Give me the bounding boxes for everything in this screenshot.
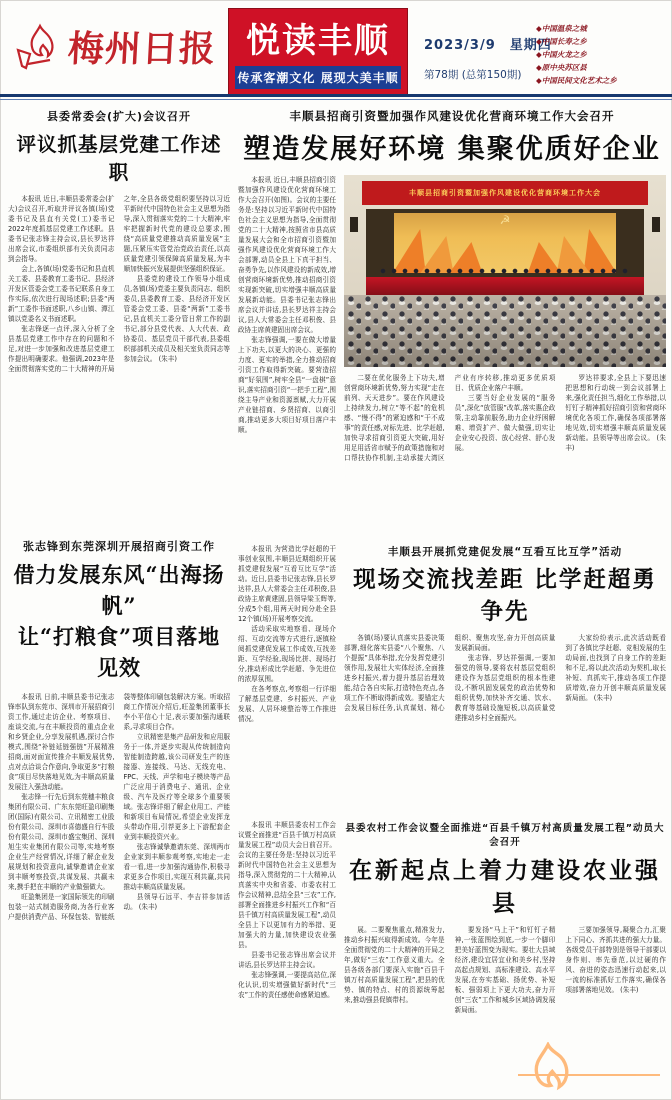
article3-headline-line2: 让“打粮食”项目落地见效	[17, 624, 221, 680]
edition-title: 悦读丰顺	[246, 21, 390, 61]
publication-date: 2023/3/9 星期四	[424, 38, 552, 53]
date-block	[424, 34, 552, 82]
article3-body: 本报讯 日前,丰顺县委书记张志锋率队到东莞市、深圳市开展招商引资工作,通过走访企业、考察项目、座谈交流,与在丰顺投资的重点企业和乡贤企业,分享发展机遇,探讨合作模式,围绕“补链延链强链”开展精准招商,面对面宣传推介丰顺发展优势,点对点洽谈合作意向,争取更多“打粮食”项目尽快落地见效,为丰顺高质量发展注入强劲动能。 张志锋一行先后到东莞穗丰粮食集团有限公司、广东东莞旺盈印刷集团(国际)有限公司、立讯精密工业股份有限公司、深圳市喜德盛自行车股份有限公司、深圳市盛宝集团、深圳旭生实业集团有限公司等,实地考察企业生产经营情况,详细了解企业发展规划和投资意向,诚挚邀请企业家到丰顺考察投资,共谋发展、共赢未来,携手把在丰顺的产业做强做大。 旺盈集团是一家国际领先的印刷包装一站式制造服务商,为各行业客户提供消费产品、环保包装、智能纸袋等整体印刷包装解决方案。听取招商工作情况介绍后,旺盈集团董事长李小平信心十足,表示要加强沟通联系,寻求项目合作。 立讯精密是集产品研发和应用服务于一体,并逐步实现从传统制造向智能制造跨越,该公司研发生产的连接器、连接线、马达、无线充电、FPC、天线、声学和电子模块等产品广泛应用于消费电子、通讯、企业级、汽车及医疗等全球多个重要领域。张志锋详细了解企业用工、产能和新项目布局情况,希望企业发挥龙头带动作用,引荐更多上下游配套企业到丰顺投资兴业。 张志锋诚挚邀请东莞、深圳两市企业家到丰顺参观考察,实地走一走看一看,进一步加强沟通协作,积极寻求更多合作项目,实现互利共赢,共同推动丰顺高质量发展。 县领导石远平、李吉祥参加活动。 (朱丰)	[8, 693, 230, 921]
article4-body-bottom: 各镇(场)要认真落实县委决策部署,细化落实县委“八个聚焦、八个提振”具体举措,充分发挥党建引领作用,发展壮大实体经济,全面推进乡村振兴,着力提升基层治理效能,结合各自实际,打造特色亮点,各项工作不断取得新成效。要锚定大会发展目标任务,认真谋划、精心组织、聚焦攻坚,奋力开创高质量发展新局面。 张志锋、罗达祥强调,一要加强党的领导,要将农村基层党组织建设作为基层党组织的根本性建设,不断巩固发展党的政治优势和组织优势,加快补齐交通、饮水、教育等基础设施短板,以高质量党建推动乡村全面振兴。 大家纷纷表示,此次活动既看到了各镇比学赶超、竞相发展的生动局面,也找到了自身工作的差距和不足,将以此次活动为契机,取长补短、真抓实干,推动各项工作提质增效,奋力开创丰顺高质量发展新局面。 (朱丰)	[344, 634, 666, 722]
masthead-logo	[16, 20, 216, 72]
conference-photo	[344, 175, 666, 367]
article1-headline: 评议抓基层党建工作述职	[16, 133, 222, 184]
article-rural-work-conference	[238, 820, 666, 1100]
photo-speaker-left	[350, 217, 358, 232]
flame-book-logo-icon	[16, 20, 62, 72]
article5-headline: 在新起点上着力建设农业强县	[349, 857, 661, 917]
article2-body-bottom: 二要在优化服务上下功夫,增创营商环境新优势,努力实现“走在前列、天天进步”。要在作风建设上持续发力,树立“等不起”的危机感、“慢不得”的紧迫感和“干不成事”的责任感,对标先进、比学赶超,加快寻求招商引资更大突破,用好用足用活省市赋予的政策措施和对口帮扶协作机制,主动承接大湾区产业有序转移,推动更多优质项目、优质企业落户丰顺。 三要当好企业发展的“服务员”,深化“放管服”改革,落实惠企政策,主动靠前服务,助力企业纾困解难、增资扩产、做大做强,切实让企业安心投资、放心经营、舒心发展。 罗达祥要求,全县上下要迅速把思想和行动统一到会议部署上来,强化责任担当,细化工作举措,以钉钉子精神抓好招商引资和营商环境优化各项工作,确保各项部署落地见效,切实增强丰顺高质量发展新动能。县领导等出席会议。 (朱丰)	[344, 374, 666, 462]
article4-body-left: 本报讯 为营造比学赶超的干事创业氛围,丰顺县近期组织开展抓党建促发展“互看互比互学”活动。近日,县委书记张志锋,县长罗达祥,县人大常委会主任邓积俊,县政协主席黄建固,县领导梁玉辉等,分成5个组,用两天时间分赴全县12个镇(场)开展考察交流。 活动采取实地察看、现场介绍、互动交流等方式进行,逐镇检阅抓党建促发展工作成效,互找差距、互学经验,现场比拼、现场打分,推动形成比学赶超、争先进位的浓厚氛围。 在各考察点,考察组一行详细了解基层党建、乡村振兴、产业发展、人居环境整治等工作推进情况。	[238, 545, 336, 723]
party-emblem-icon: ☭	[499, 213, 511, 227]
article5-kicker: 县委农村工作会议暨全面推进“百县千镇万村高质量发展工程”动员大会召开	[345, 823, 665, 848]
article-dongguan-shenzhen-trip	[8, 538, 230, 1100]
photo-backdrop	[394, 213, 616, 273]
paper-name: 梅州日报	[66, 27, 217, 70]
article3-headline	[8, 559, 230, 683]
article4-headline: 现场交流找差距 比学赶超勇争先	[353, 567, 657, 625]
article3-kicker: 张志锋到东莞深圳开展招商引资工作	[23, 540, 215, 553]
article2-headline: 塑造发展好环境 集聚优质好企业	[243, 134, 661, 165]
honor-titles-list: ◆中国温泉之城 ◆中国长寿之乡 ◆中国火龙之乡 ◆原中央苏区县 ◆中国民间文化艺术之乡	[536, 24, 617, 85]
article5-body-bottom: 展。二要聚焦重点,精准发力,推动乡村振兴取得新成效。今年是全面贯彻党的二十大精神的开局之年,做好“三农”工作意义重大。全县各级各部门要深入实施“百县千镇万村高质量发展工程”,把县的优势、镇的特点、村的资源统筹起来,推动强县促镇带村。 要发扬“马上干”和钉钉子精神,一张蓝图绘到底,一步一个脚印把美好蓝图变为现实。要壮大县域经济,建设宜居宜业和美乡村,坚持高起点规划、高标准建设、高水平发展,在夯实基础、扬优势、补短板、强弱项上下更大功夫,奋力开创“三农”工作和城乡区域协调发展新局面。 三要加强领导,凝聚合力,汇聚上下同心、齐抓共进的强大力量。各级党员干部特别是领导干部要以身作则、率先垂范,以过硬的作风、奋进的姿态迅速行动起来,以一流的标准抓好工作落实,确保各项部署落地见效。 (朱丰)	[344, 926, 666, 1014]
photo-banner-text: 丰顺县招商引资暨加强作风建设优化营商环境工作大会	[362, 181, 648, 205]
article1-body: 本报讯 近日,丰顺县委常委会(扩大)会议召开,听取并评议各镇(场)党委书记及县直有关党(工)委书记2022年度抓基层党建工作述职。县委书记张志锋主持会议,县长罗达祥出席会议,市委组织部有关负责同志到会指导。 会上,各镇(场)党委书记和县直机关工委、县委教育工委书记、县经济开发区管委会党工委书记联系自身工作实际,依次进行现场述职;县委“两新”工委作书面述职,八乡山镇、潭江镇以党委名义书面述职。 张志锋逐一点评,深入分析了全县基层党建工作中存在的问题和不足,对进一步加强和改进基层党建工作提出明确要求。他强调,2023年是全面贯彻落实党的二十大精神的开局之年,全县各级党组织要坚持以习近平新时代中国特色社会主义思想为指导,深入贯彻落实党的二十大精神,牢牢把握新时代党的建设总要求,围绕“高质量党建推动高质量发展”主题,压紧压实管党治党政治责任,以高质量党建引领保障高质量发展,为丰顺加快振兴发展提供坚强组织保证。 县委党的建设工作领导小组成员,各镇(场)党委主要负责同志、组织委员,县委教育工委、县经济开发区管委会党工委、县委“两新”工委书记,县直机关工委分管日常工作的副书记,部分县党代表、人大代表、政协委员、基层党员干部代表,县委组织部部机关成员及相关室负责同志等参加会议。 (朱丰)	[8, 195, 230, 373]
photo-speaker-right	[652, 217, 660, 232]
article1-kicker: 县委常委会(扩大)会议召开	[46, 110, 192, 123]
photo-stage-apron	[366, 277, 644, 297]
article-party-building-review	[8, 108, 230, 560]
edition-banner	[228, 8, 408, 96]
article2-body-left: 本报讯 近日,丰顺县招商引资暨加强作风建设优化营商环境工作大会召开(如图)。会议的主要任务是:坚持以习近平新时代中国特色社会主义思想为指导,全面贯彻党的二十大精神,按照省市县高质量发展大会和全市招商引资暨加强作风建设优化营商环境工作大会部署,动员全县上下真干担当、奋勇争先,以作风建设的新成效,增创营商环境新优势,推动招商引资实现新突破,切实增强丰顺高质量发展新动能。县委书记张志锋出席会议并讲话,县长罗达祥主持会议,县人大常委会主任邓积俊、县政协主席黄建固出席会议。 张志锋强调,一要在做大增量上下功夫,以更大的决心、更强的力度、更实的举措,全力推动招商引资工作取得新突破。要营造招商“好氛围”,树牢全县“一盘棋”意识,落实招商引资“一把手工程”,围绕主导产业和资源禀赋,大力开展产业链招商、乡贤招商、以商引商,推动更多大项目好项目落户丰顺。	[238, 176, 336, 434]
edition-subtitle: 传承客潮文化 展现大美丰顺	[235, 66, 401, 89]
article-investment-conference	[238, 108, 666, 541]
masthead-rule-thin	[0, 99, 672, 100]
masthead-rule	[0, 94, 672, 97]
article5-body-left: 本报讯 丰顺县委农村工作会议暨全面推进“百县千镇万村高质量发展工程”动员大会日前召开。会议的主要任务是:坚持以习近平新时代中国特色社会主义思想为指导,深入贯彻党的二十大精神,认真落实中央和省委、市委农村工作会议精神,总结全县“三农”工作,部署全面推进乡村振兴工作和“百县千镇万村高质量发展工程”,动员全县上下以更加有力的举措、更加强大的力量,加快建设农业强县。 县委书记张志锋出席会议并讲话,县长罗达祥主持会议。 张志锋强调,一要提高站位,深化认识,切实增强做好新时代“三农”工作的责任感使命感紧迫感。	[238, 821, 336, 999]
article4-kicker: 丰顺县开展抓党建促发展“互看互比互学”活动	[387, 546, 623, 558]
photo-audience	[344, 295, 666, 367]
article3-headline-line1: 借力发展东风“出海扬帆”	[13, 562, 225, 618]
issue-number: 第78期 (总第150期)	[424, 69, 522, 81]
article2-kicker: 丰顺县招商引资暨加强作风建设优化营商环境工作大会召开	[289, 109, 615, 123]
article-mutual-learning-activity	[238, 544, 666, 839]
